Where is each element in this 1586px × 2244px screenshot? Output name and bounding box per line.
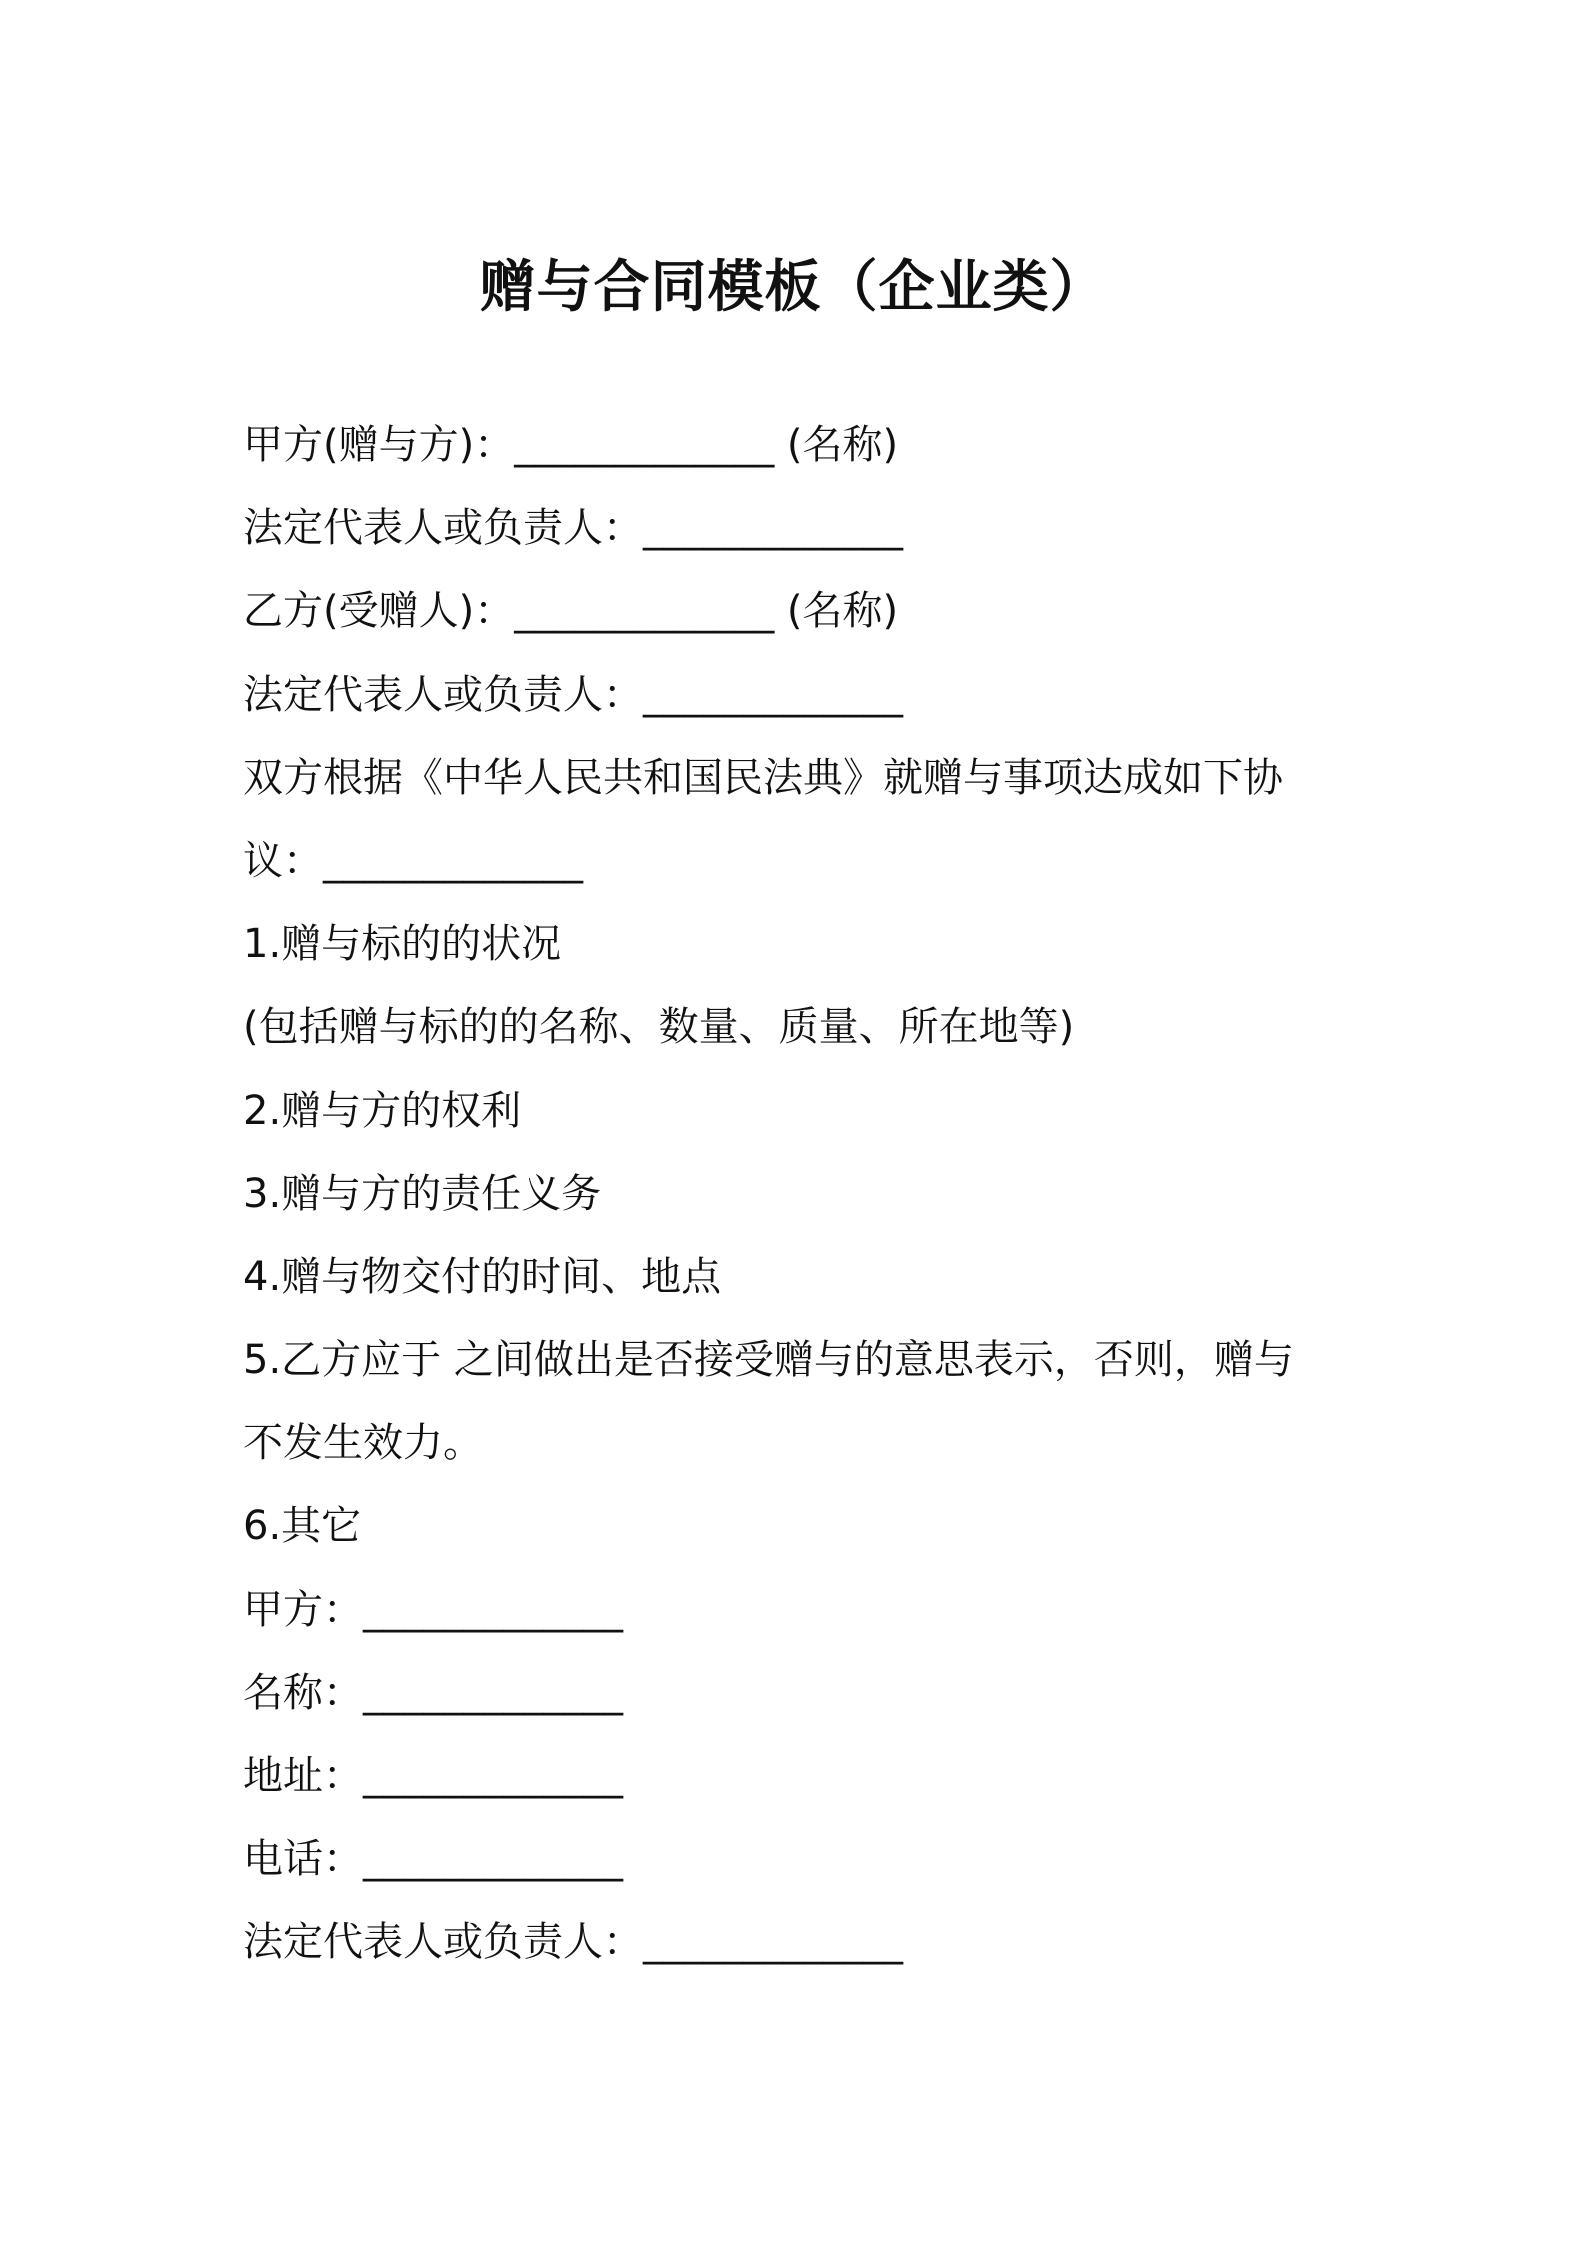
signature-party-a-line: 甲方：_____________ [243, 1586, 623, 1633]
agreement-intro-line: 双方根据《中华人民共和国民法典》就赠与事项达成如下协 [243, 754, 1283, 801]
party-a-name-line: 甲方(赠与方)：_____________ (名称) [243, 422, 899, 468]
party-a-representative-line: 法定代表人或负责人：_____________ [243, 505, 903, 552]
clause-2-heading: 2.赠与方的权利 [243, 1087, 522, 1134]
party-b-name-line: 乙方(受赠人)：_____________ (名称) [243, 588, 899, 635]
clause-5-text: 5.乙方应于 之间做出是否接受赠与的意思表示，否则，赠与 [243, 1337, 1294, 1384]
clause-1-detail: (包括赠与标的的名称、数量、质量、所在地等) [243, 1004, 1075, 1051]
clause-4-heading: 4.赠与物交付的时间、地点 [243, 1253, 722, 1300]
clause-6-heading: 6.其它 [243, 1503, 362, 1550]
clause-5-continuation: 不发生效力。 [243, 1420, 483, 1467]
signature-representative-line: 法定代表人或负责人：_____________ [243, 1919, 903, 1966]
signature-address-line: 地址：_____________ [243, 1753, 623, 1799]
signature-name-line: 名称：_____________ [243, 1669, 623, 1716]
clause-1-heading: 1.赠与标的的状况 [243, 921, 562, 968]
clause-3-heading: 3.赠与方的责任义务 [243, 1170, 602, 1217]
signature-phone-line: 电话：_____________ [243, 1836, 623, 1883]
agreement-intro-continuation: 议：_____________ [243, 837, 583, 884]
party-b-representative-line: 法定代表人或负责人：_____________ [243, 671, 903, 718]
document-title: 赠与合同模板（企业类） [479, 255, 1107, 320]
document-body [243, 404, 1363, 1985]
